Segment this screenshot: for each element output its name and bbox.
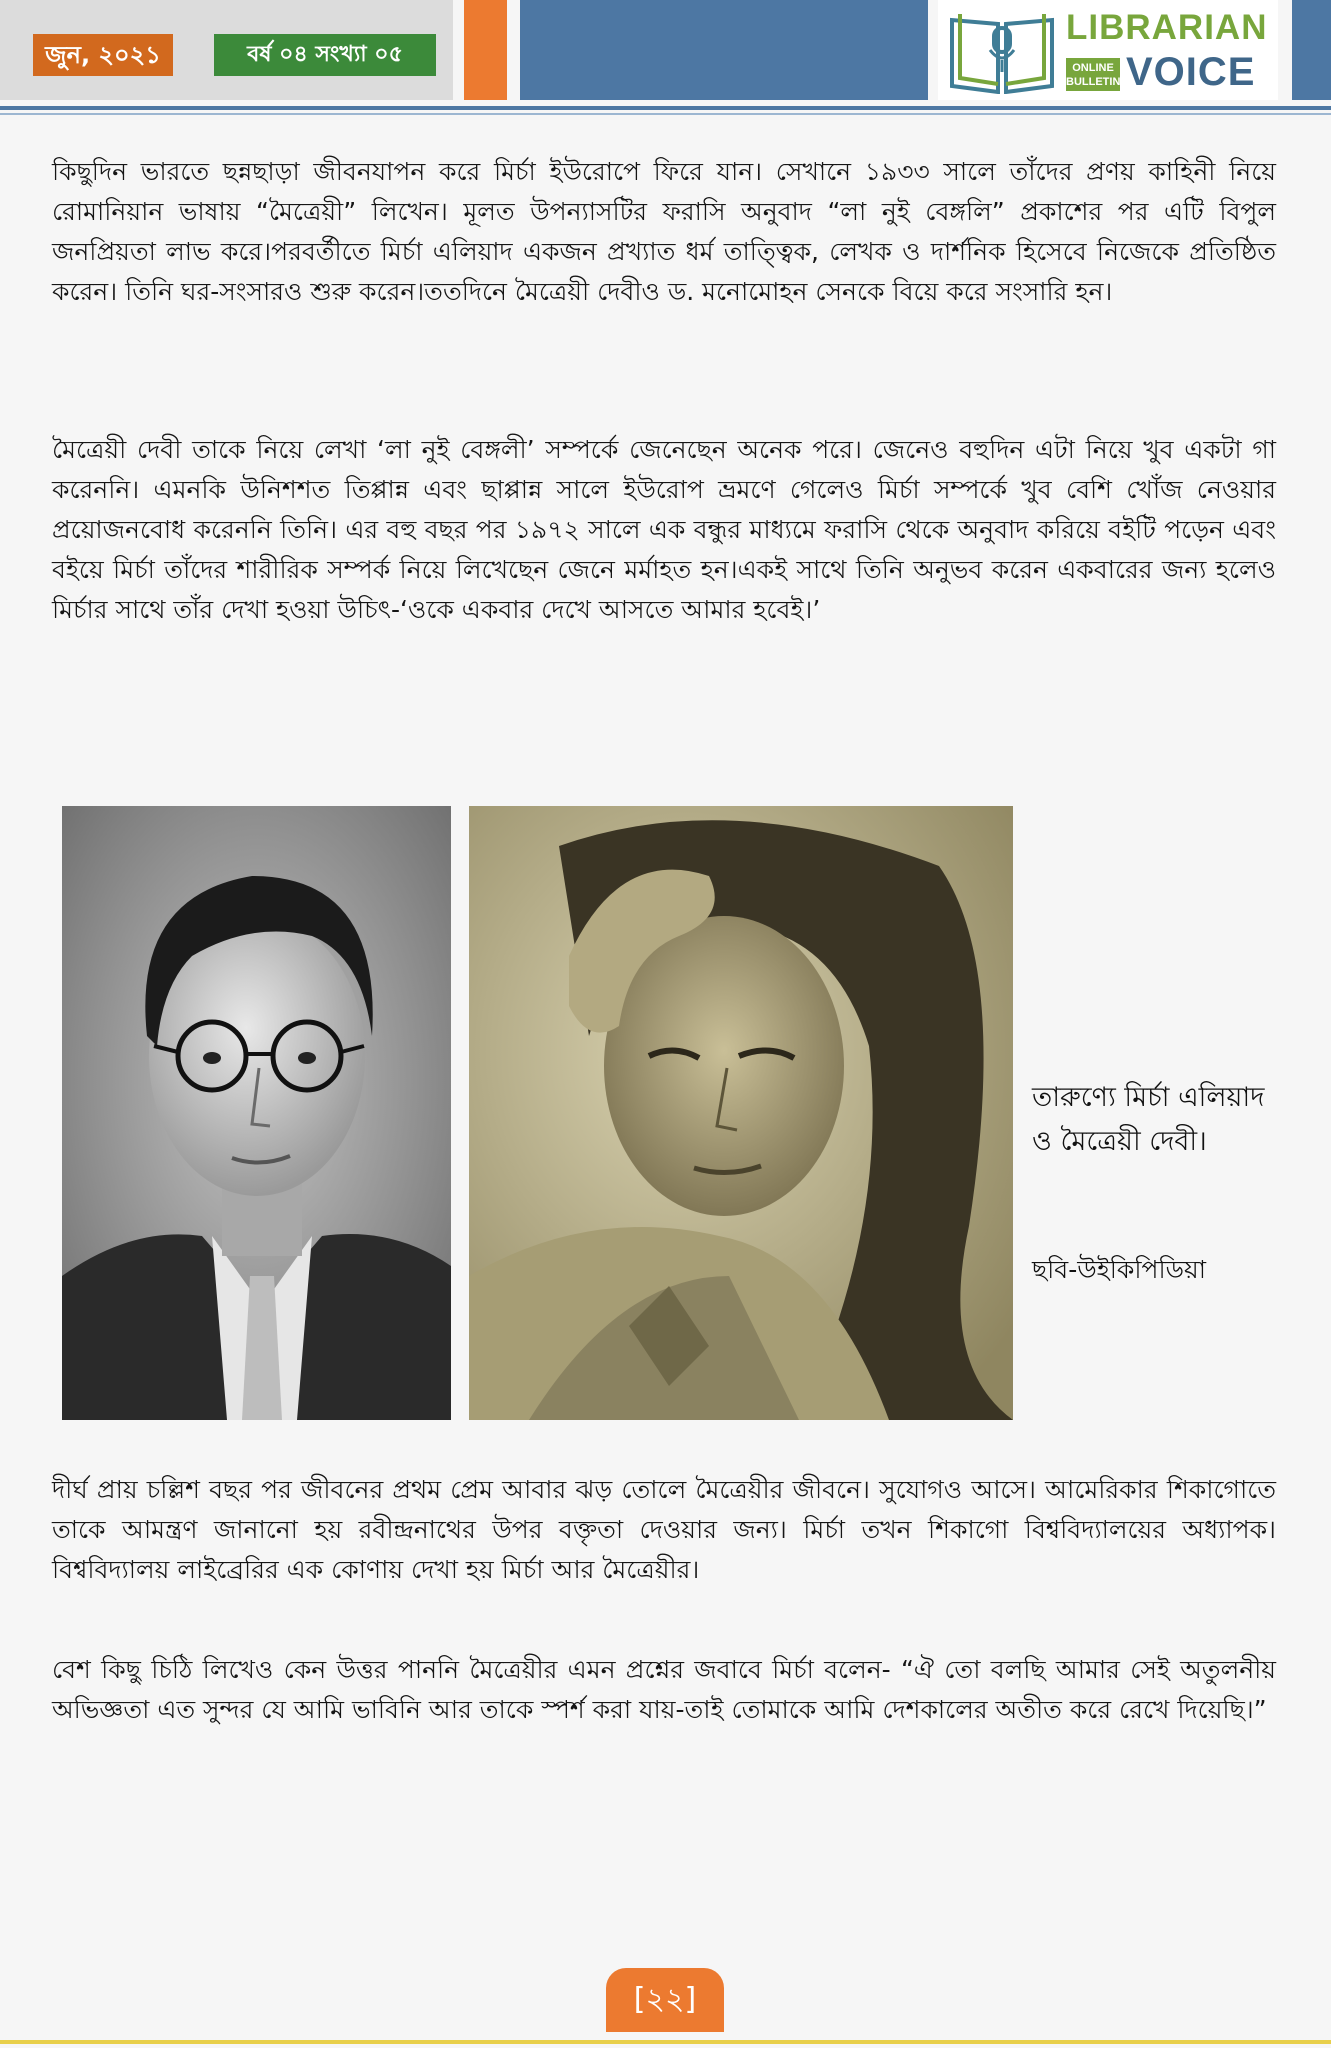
photo-mircea-eliade	[62, 806, 451, 1420]
paragraph-1: কিছুদিন ভারতে ছন্নছাড়া জীবনযাপন করে মির্চা ইউরোপে ফিরে যান। সেখানে ১৯৩৩ সালে তাঁদের প্রণয় কাহিনী নিয়ে রোমানিয়ান ভাষায় “মৈত্রেয়ী” লিখেন। মূলত উপন্যাসটির ফরাসি অনুবাদ “লা নুই বেঙ্গলি” প্রকাশের পর এটি বিপুল জনপ্রিয়তা লাভ করে।পরবর্তীতে মির্চা এলিয়াদ একজন প্রখ্যাত ধর্ম তাত্ত্বিক, লেখক ও দার্শনিক হিসেবে নিজেকে প্রতিষ্ঠিত করেন। তিনি ঘর-সংসারও শুরু করেন।ততদিনে মৈত্রেয়ী দেবীও ড. মনোমোহন সেনকে বিয়ে করে সংসারি হন।	[52, 157, 1276, 306]
photo-caption: তারুণ্যে মির্চা এলিয়াদ ও মৈত্রেয়ী দেবী।	[1032, 1082, 1265, 1157]
footer-rule	[0, 2040, 1331, 2044]
header-blue-bar	[520, 0, 928, 100]
logo	[938, 0, 1278, 100]
photo-maitreyi-devi	[469, 806, 1013, 1420]
book-icon	[946, 6, 1058, 94]
page-header	[0, 0, 1331, 108]
photo-credit: ছবি-উইকিপিডিয়া	[1032, 1255, 1207, 1284]
logo-wordmark-bottom: VOICE	[1126, 50, 1256, 94]
logo-wordmark-top: LIBRARIAN	[1066, 8, 1268, 47]
logo-badge-line2: BULLETIN	[1066, 76, 1121, 88]
date-badge: জুন, ২০২১	[33, 34, 173, 76]
header-rule-thin	[0, 113, 1331, 115]
paragraph-4: বেশ কিছু চিঠি লিখেও কেন উত্তর পাননি মৈত্রেয়ীর এমন প্রশ্নের জবাবে মির্চা বলেন- “ঐ তো বলছি আমার সেই অতুলনীয় অভিজ্ঞতা এত সুন্দর যে আমি ভাবিনি আর তাকে স্পর্শ করা যায়-তাই তোমাকে আমি দেশকালের অতীত করে রেখে দিয়েছি।”	[52, 1655, 1276, 1724]
logo-badge	[1066, 58, 1120, 91]
header-rule	[0, 106, 1331, 110]
header-orange-bar	[464, 0, 507, 100]
page-number: [২২]	[606, 1968, 724, 2032]
issue-badge: বর্ষ ০৪ সংখ্যা ০৫	[214, 34, 436, 76]
paragraph-2: মৈত্রেয়ী দেবী তাকে নিয়ে লেখা ‘লা নুই বেঙ্গলী’ সম্পর্কে জেনেছেন অনেক পরে। জেনেও বহুদিন এটা নিয়ে খুব একটা গা করেননি। এমনকি উনিশশত তিপ্পান্ন এবং ছাপ্পান্ন সালে ইউরোপ ভ্রমণে গেলেও মির্চা সম্পর্কে খুব বেশি খোঁজ নেওয়ার প্রয়োজনবোধ করেননি তিনি। এর বহু বছর পর ১৯৭২ সালে এক বন্ধুর মাধ্যমে ফরাসি থেকে অনুবাদ করিয়ে বইটি পড়েন এবং বইয়ে মির্চা তাঁদের শারীরিক সম্পর্ক নিয়ে লিখেছেন জেনে মর্মাহত হন।একই সাথে তিনি অনুভব করেন একবারের জন্য হলেও মির্চার সাথে তাঁর দেখা হওয়া উচিৎ-‘ওকে একবার দেখে আসতে আমার হবেই।’	[52, 435, 1276, 624]
header-blue-cap	[1292, 0, 1331, 100]
logo-badge-line1: ONLINE	[1072, 62, 1114, 74]
paragraph-3: দীর্ঘ প্রায় চল্লিশ বছর পর জীবনের প্রথম প্রেম আবার ঝড় তোলে মৈত্রেয়ীর জীবনে। সুযোগও আসে। আমেরিকার শিকাগোতে তাকে আমন্ত্রণ জানানো হয় রবীন্দ্রনাথের উপর বক্তৃতা দেওয়ার জন্য। মির্চা তখন শিকাগো বিশ্ববিদ্যালয়ের অধ্যাপক। বিশ্ববিদ্যালয় লাইব্রেরির এক কোণায় দেখা হয় মির্চা আর মৈত্রেয়ীর।	[52, 1475, 1276, 1584]
